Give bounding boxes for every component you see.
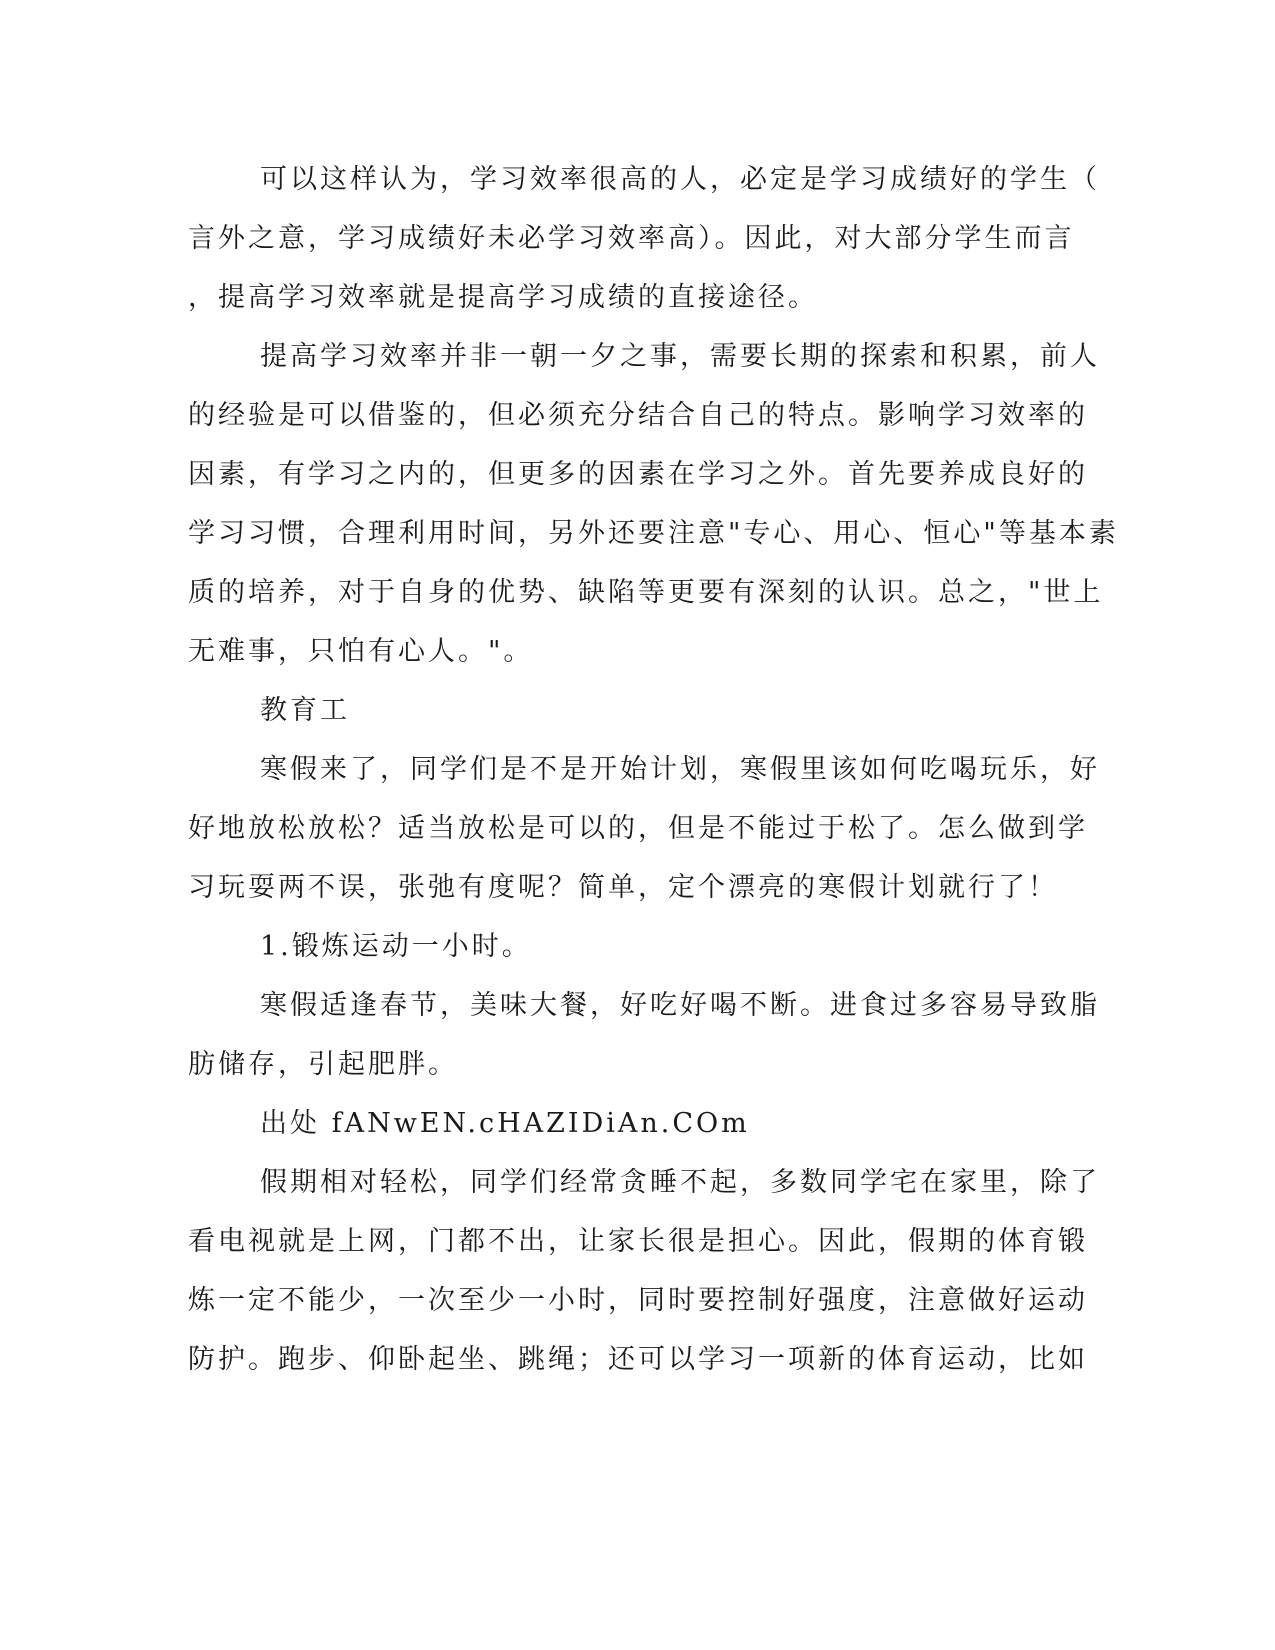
paragraph-2-line-6: 无难事，只怕有心人。"。 — [188, 636, 534, 667]
paragraph-4-line-2: 肪储存，引起肥胖。 — [188, 1049, 458, 1080]
paragraph-5-line-2: 看电视就是上网，门都不出，让家长很是担心。因此，假期的体育锻 — [188, 1226, 1088, 1257]
paragraph-2-line-3: 因素，有学习之内的，但更多的因素在学习之外。首先要养成良好的 — [188, 459, 1088, 490]
paragraph-1-line-2: 言外之意，学习成绩好未必学习效率高）。因此，对大部分学生而言 — [188, 223, 1075, 254]
paragraph-2-line-5: 质的培养，对于自身的优势、缺陷等更要有深刻的认识。总之，"世上 — [188, 577, 1104, 608]
section-heading: 教育工 — [260, 695, 350, 726]
paragraph-2-line-2: 的经验是可以借鉴的，但必须充分结合自己的特点。影响学习效率的 — [188, 400, 1088, 431]
paragraph-3-line-2: 好地放松放松？适当放松是可以的，但是不能过于松了。怎么做到学 — [188, 813, 1088, 844]
paragraph-5-line-1: 假期相对轻松，同学们经常贪睡不起，多数同学宅在家里，除了 — [260, 1167, 1100, 1198]
paragraph-5-line-4: 防护。跑步、仰卧起坐、跳绳；还可以学习一项新的体育运动，比如 — [188, 1344, 1088, 1375]
document-body — [188, 0, 1119, 1650]
paragraph-5-line-3: 炼一定不能少，一次至少一小时，同时要控制好强度，注意做好运动 — [188, 1285, 1088, 1316]
list-item-heading: 1.锻炼运动一小时。 — [260, 931, 532, 962]
paragraph-1-line-3: ，提高学习效率就是提高学习成绩的直接途径。 — [188, 282, 818, 313]
paragraph-3-line-3: 习玩耍两不误，张弛有度呢？简单，定个漂亮的寒假计划就行了！ — [188, 872, 1058, 903]
paragraph-4-line-1: 寒假适逢春节，美味大餐，好吃好喝不断。进食过多容易导致脂 — [260, 990, 1100, 1021]
paragraph-2-line-4: 学习习惯，合理利用时间，另外还要注意"专心、用心、恒心"等基本素 — [188, 518, 1119, 549]
paragraph-2-line-1: 提高学习效率并非一朝一夕之事，需要长期的探索和积累，前人 — [260, 341, 1100, 372]
paragraph-3-line-1: 寒假来了，同学们是不是开始计划，寒假里该如何吃喝玩乐，好 — [260, 754, 1100, 785]
source-line: 出处 fANwEN.cHAZIDiAn.COm — [260, 1108, 750, 1139]
paragraph-1-line-1: 可以这样认为，学习效率很高的人，必定是学习成绩好的学生（ — [260, 164, 1100, 195]
